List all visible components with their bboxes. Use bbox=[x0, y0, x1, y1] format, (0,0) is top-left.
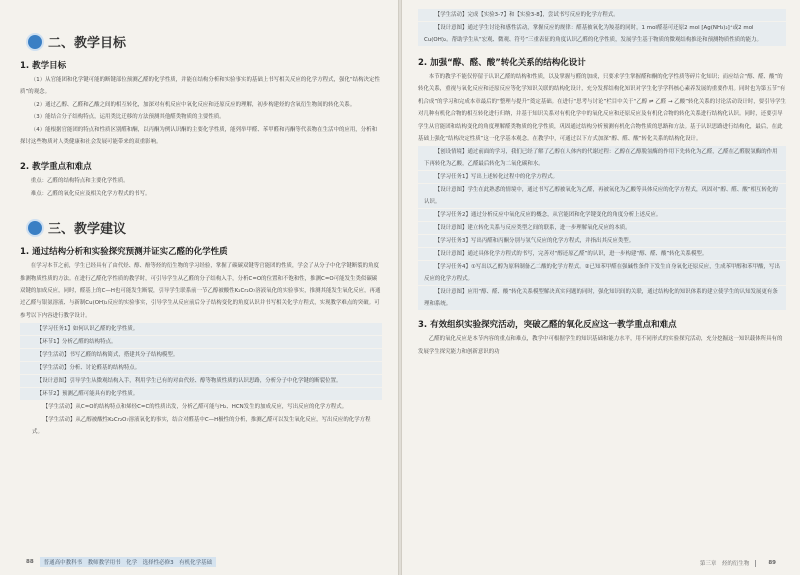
section-title: 二、教学目标 bbox=[48, 36, 127, 51]
subsection-heading: 1. 通过结构分析和实验探究预测并证实乙醛的化学性质 bbox=[20, 247, 228, 258]
activity-item: 【设计意图】引导学生从微观结构入手，利用学生已有的对由代烃、醇等物质性质的认识思路，分析分子中化学键的断裂位置。 bbox=[20, 375, 382, 387]
activity-item: 【学生活动】从乙醇被酸性K₂Cr₂O₇溶液氧化的事实，结合对醛基中C—H极性的分析，推测乙醛可以发生氧化反应，写出反应的化学方程式。 bbox=[32, 417, 371, 436]
subsection-heading: 2. 加强“醇、醛、酸”转化关系的结构化设计 bbox=[418, 58, 586, 68]
subsection-heading: 3. 有效组织实验探究活动，突破乙醛的氧化反应这一教学重点和难点 bbox=[418, 320, 677, 331]
chapter-title: 第三章 烃的衍生物 bbox=[699, 561, 750, 567]
divider bbox=[755, 560, 756, 567]
section-title: 三、教学建议 bbox=[48, 222, 127, 238]
paragraph: 乙醛的氧化反应是本节内容的重点和难点，教学中可根据学生的知识基础和能力水平，用不同形式的实验探究活动，充分挖掘这一知识载体所具有的发展学生探究能力和创新意识的功 bbox=[418, 336, 783, 355]
goal-item: （3）能结合分子结构特点，运用类比迁移的方法预测其他醛类物质的主要性质。 bbox=[30, 114, 225, 121]
activity-item: 【设计意图】学生在此熟悉的情境中，通过书写乙醇被氧化为乙醛，再被氧化为乙酸等具体反应的化学方程式，巩固对“醇、醛、酸”相互转化的认识。 bbox=[418, 184, 786, 208]
activity-list bbox=[20, 323, 382, 438]
right-footer bbox=[700, 559, 782, 567]
left-footer bbox=[20, 557, 216, 567]
task-list bbox=[418, 171, 786, 310]
right-content bbox=[418, 8, 786, 358]
goal-item: （1）从官能团和化学键可能的断键部位预测乙醛的化学性质，并能在结构分析和实验事实的基础上书写相关反应的化学方程式，强化“结构决定性质”的观念。 bbox=[20, 77, 380, 96]
section-heading-suggestions bbox=[28, 218, 382, 237]
activity-item: 【学习任务1】如何认识乙醛的化学性质。 bbox=[20, 323, 382, 335]
activity-item: 【环节1】分析乙醛的结构特点。 bbox=[20, 336, 382, 348]
activity-item: 【学生活动】书写乙醛的结构简式，搭建其分子结构模型。 bbox=[20, 349, 382, 361]
section-heading-goals bbox=[28, 32, 382, 51]
activity-list bbox=[418, 9, 786, 46]
keypoint: 重点：乙醛的结构特点和主要化学性质。 bbox=[30, 178, 129, 185]
paragraph: 在学习本节之前，学生已经具有了由代烃、醇、酚等烃的衍生物的学习经验，掌握了碳碳双键等官能团的性质，学会了从分子中化学键断裂的角度推测物质性质的方法。在进行乙醛化学性质的教学时，可引导学生从乙醛的分子结构入手，分析C=O的位置和不饱和性，推测C=O可能发生类似碳碳双键的加成反应，同时，醛基上的C—H也可能发生断裂，引导学生联系前一节乙醇被酸性K₂Cr₂O₇溶液氧化的实验事实，推测其能发生氧化反应，再通过乙醛与银氨溶液、与新制Cu(OH)₂反应的实验事实，引导学生从反应前后分子结构变化的角度认识并书写相关化学方程式，实现教学难点的突破。可参考以下内容进行教学设计。 bbox=[20, 263, 381, 319]
activity-item: 【学习任务2】通过分析反应中氧化反应的概念，从官能团和化学键变化的角度分析上述反应。 bbox=[418, 209, 786, 221]
activity-item: 【设计意图】应用“醇、醛、酸”转化关系模型解决真实问题的同时，强化知识间的关联，通过结构化的知识体系的建立使学生的认知发展更有条理和系统。 bbox=[418, 286, 786, 310]
paragraph: 本节的教学不能仅停留于认识乙醛的结构和性质，以及掌握与醛的加成，只要求学生掌握醛和酮的化学性质等碎片化知识；而应结合“醇、醛、酸”的转化关系，重视与氧化反应和还原反应等化学知识关联的结构化设计，充分发挥结构化知识对学生化学学科核心素养发展的重要作用。同时也为第五节“有机合成”的学习和完成本章最后的“整理与提升”奠定基础。在进行“思考与讨论”栏目中关于“乙醇 ⇌ 乙醛 → 乙酸”转化关系的讨论活动设计时，要引导学生对几种有机化合物的相互转化进行归纳，并基于知识关系对有机化学中的氧化反应和还原反应及有机化合物的转化关系进行结构化认识。同时，还要引导学生从官能团和结构变化的角度理解醛类物质的化学性质，巩固通过结构分析预测有机化合物性质的思路和方法。基于认识思路进行结构化，最后，在此基础上强化“结构决定性质”这一化学基本观念。在教学中，可通过以下方式加深“醇、醛、酸”转化关系的结构化设计。 bbox=[418, 74, 786, 143]
left-page bbox=[0, 0, 398, 575]
activity-item: 【学习任务4】①写出以乙醇为原料制备乙二酸的化学方程式。②已知苯甲醛在强碱性条件下发生自身氧化还原反应，生成苯甲醇和苯甲酸，写出反应的化学方程式。 bbox=[418, 261, 786, 285]
activity-item: 【学生活动】完成【实验3-7】和【实验3-8】，尝试书写反应的化学方程式。 bbox=[418, 9, 786, 21]
goal-item: （4）能根据官能团的特点和性质区别醛和酮，以丙酮为例认识酮的主要化学性质，能列举甲醛、苯甲醛和丙酮等代表物在生活中的应用，分析和探讨这些物质对人类健康和社会发展可能带来的双重影响。 bbox=[20, 126, 378, 146]
activity-item: 【学习任务1】写出上述转化过程中的化学方程式。 bbox=[418, 171, 786, 183]
goal-item: （2）通过乙醇、乙醛和乙酸之间的相互转化，加深对有机反应中氧化反应和还原反应的理解，初步构建烃的含氧衍生物间的转化关系。 bbox=[30, 101, 356, 108]
activity-item: 【环节2】预测乙醛可能具有的化学性质。 bbox=[20, 388, 382, 400]
book-title: 普通高中教科书 教师教学用书 化学 选择性必修3 有机化学基础 bbox=[40, 557, 217, 567]
page-number: 88 bbox=[26, 559, 34, 565]
activity-item: 【学习任务3】写出丙醛和丙酮分别与氢气反应的化学方程式，并指出其反应类型。 bbox=[418, 235, 786, 247]
activity-item: 【设计意图】通过具体化学方程式的书写，完善对“醇还原乙醛”的认识，进一步构建“醇、醛、酸”转化关系模型。 bbox=[418, 248, 786, 260]
activity-item: 【学生活动】分析、讨论醛基的结构特点。 bbox=[20, 362, 382, 374]
scenario-paragraph: 【创设情境】通过前面的学习，我们已经了解了乙醇在人体内的代谢过程：乙醇在乙醇脱氢酶的作用下先转化为乙醛，乙醛在乙醛脱氢酶的作用下再转化为乙酸，乙醛最后转化为二氧化碳和水。 bbox=[418, 146, 786, 170]
activity-item: 【设计意图】建立转化关系与反应类型之间的联系，进一步理解氧化反应的本质。 bbox=[418, 222, 786, 234]
goals-heading: 1. 教学目标 bbox=[20, 61, 67, 71]
activity-item: 【设计意图】通过学生讨论和感性活动，掌握反应的规律：醛基被氧化为羧基的同时，1 mol醛基可还原2 mol [Ag(NH₃)₂]⁺或2 mol Cu(OH)₂。帮助学生从“宏观、微观、符号”三重表征的角度认识乙醛的化学性质，发展学生基于物质的微观结构推论和预测物质性质的能力。 bbox=[418, 22, 786, 46]
keypoint: 难点：乙醛的氧化反应及相关化学方程式的书写。 bbox=[30, 190, 151, 197]
left-content bbox=[20, 14, 382, 438]
bullet-circle-icon bbox=[28, 35, 42, 49]
activity-item: 【学生活动】从C=O的结构特点和烯烃C=C的性质出发，分析乙醛可能与H₂、HCN发生的加成反应，写出反应的化学方程式。 bbox=[42, 404, 348, 411]
keypoints-heading: 2. 教学重点和难点 bbox=[20, 162, 92, 173]
bullet-circle-icon bbox=[28, 221, 42, 235]
right-page bbox=[402, 0, 800, 575]
page-number: 89 bbox=[768, 560, 776, 566]
